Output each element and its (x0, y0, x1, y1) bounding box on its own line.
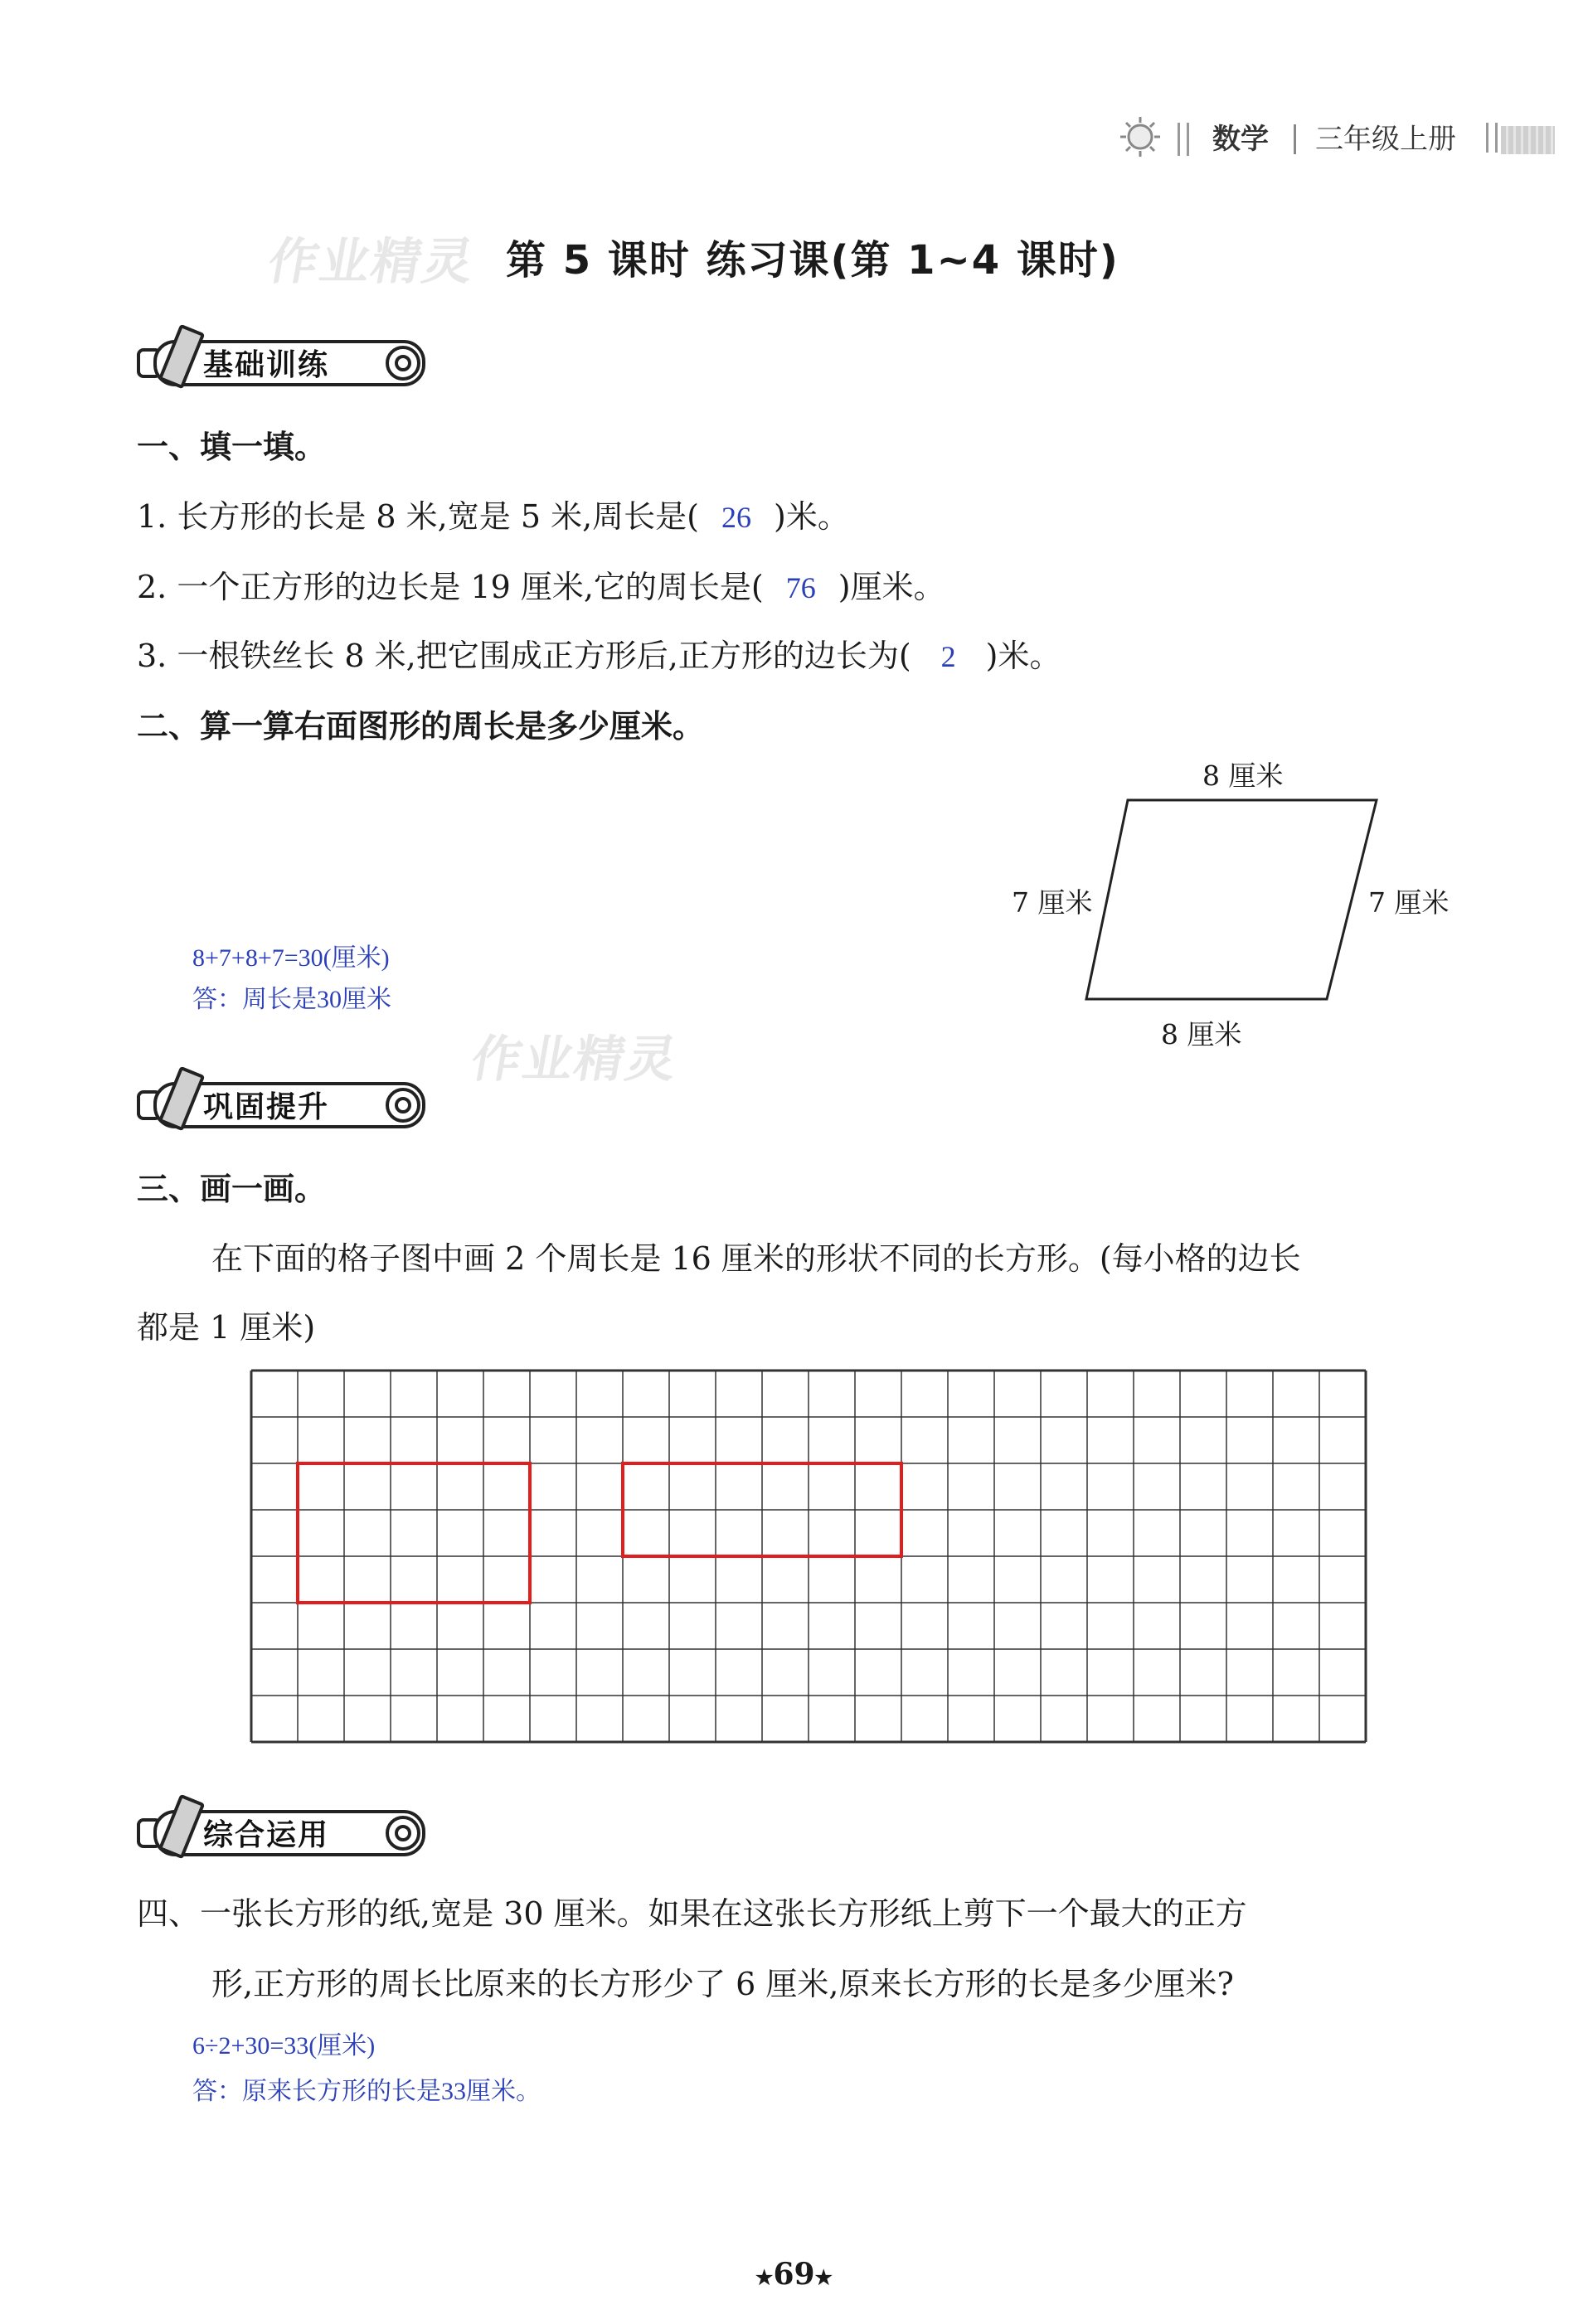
q2-answer: 76 (785, 571, 816, 604)
header-divider (1178, 123, 1189, 156)
part4-text-1: 四、一张长方形的纸,宽是 30 厘米。如果在这张长方形纸上剪下一个最大的正方 (137, 1895, 1247, 1932)
section-badge-consolidate (137, 1065, 435, 1137)
part3-heading: 三、画一画。 (137, 1171, 327, 1207)
header-divider (1294, 124, 1296, 154)
star-icon: ★ (814, 2265, 833, 2289)
question-3 (137, 630, 1061, 676)
header-divider (1486, 123, 1498, 153)
page-number-row (0, 2257, 1588, 2292)
part4-text-2: 形,正方形的周长比原来的长方形少了 6 厘米,原来长方形的长是多少厘米? (211, 1966, 1234, 2002)
circle-icon (386, 1088, 420, 1123)
part1-heading: 一、填一填。 (137, 429, 327, 465)
q1-answer: 26 (721, 501, 751, 534)
part2-heading: 二、算一算右面图形的周长是多少厘米。 (137, 708, 705, 745)
sun-icon (1118, 114, 1163, 159)
part4-work: 6÷2+30=33(厘米) (192, 2032, 376, 2060)
page-number: 69 (773, 2257, 815, 2292)
q3-suffix: )米。 (985, 638, 1061, 674)
part3-text-1: 在下面的格子图中画 2 个周长是 16 厘米的形状不同的长方形。(每小格的边长 (211, 1240, 1301, 1277)
header-grade: 三年级上册 (1315, 123, 1456, 156)
part2-answer-clip (192, 978, 391, 1013)
q3-prefix: 3. 一根铁丝长 8 米,把它围成正方形后,正方形的边长为( (137, 638, 911, 674)
q1-suffix: )米。 (774, 498, 849, 535)
label-right: 7 厘米 (1368, 886, 1450, 919)
header-subject: 数学 (1212, 123, 1269, 156)
watermark: 作业精灵 (263, 233, 480, 291)
watermark: 作业精灵 (466, 1031, 683, 1089)
question-1 (137, 491, 849, 536)
q2-prefix: 2. 一个正方形的边长是 19 厘米,它的周长是( (137, 569, 764, 605)
section-label: 基础训练 (203, 348, 330, 382)
question-2 (137, 561, 945, 607)
circle-icon (386, 1816, 420, 1851)
section-badge-basic (137, 323, 435, 395)
circle-icon (386, 346, 420, 381)
label-left: 7 厘米 (1012, 886, 1093, 919)
grid-figure (249, 1368, 1368, 1741)
section-label: 综合运用 (203, 1818, 330, 1852)
answer-rectangle-1 (298, 1463, 530, 1603)
part3-text-2: 都是 1 厘米) (137, 1309, 316, 1346)
q3-answer: 2 (940, 640, 956, 673)
label-top: 8 厘米 (1202, 759, 1284, 792)
parallelogram-shape (1086, 800, 1377, 999)
q2-suffix: )厘米。 (838, 569, 945, 605)
label-bottom: 8 厘米 (1161, 1018, 1242, 1050)
section-badge-apply (137, 1793, 435, 1865)
header-bar (1501, 126, 1555, 154)
parallelogram-figure (1078, 792, 1410, 1011)
part4-answer: 答：原来长方形的长是33厘米。 (192, 2078, 541, 2105)
section-label: 巩固提升 (203, 1090, 330, 1124)
part2-answer: 答：周长是30厘米 (192, 986, 391, 1013)
part2-work: 8+7+8+7=30(厘米) (192, 944, 390, 972)
star-icon: ★ (755, 2265, 774, 2289)
q1-prefix: 1. 长方形的长是 8 米,宽是 5 米,周长是( (137, 498, 699, 535)
page-title: 第 5 课时 练习课(第 1~4 课时) (506, 237, 1119, 284)
